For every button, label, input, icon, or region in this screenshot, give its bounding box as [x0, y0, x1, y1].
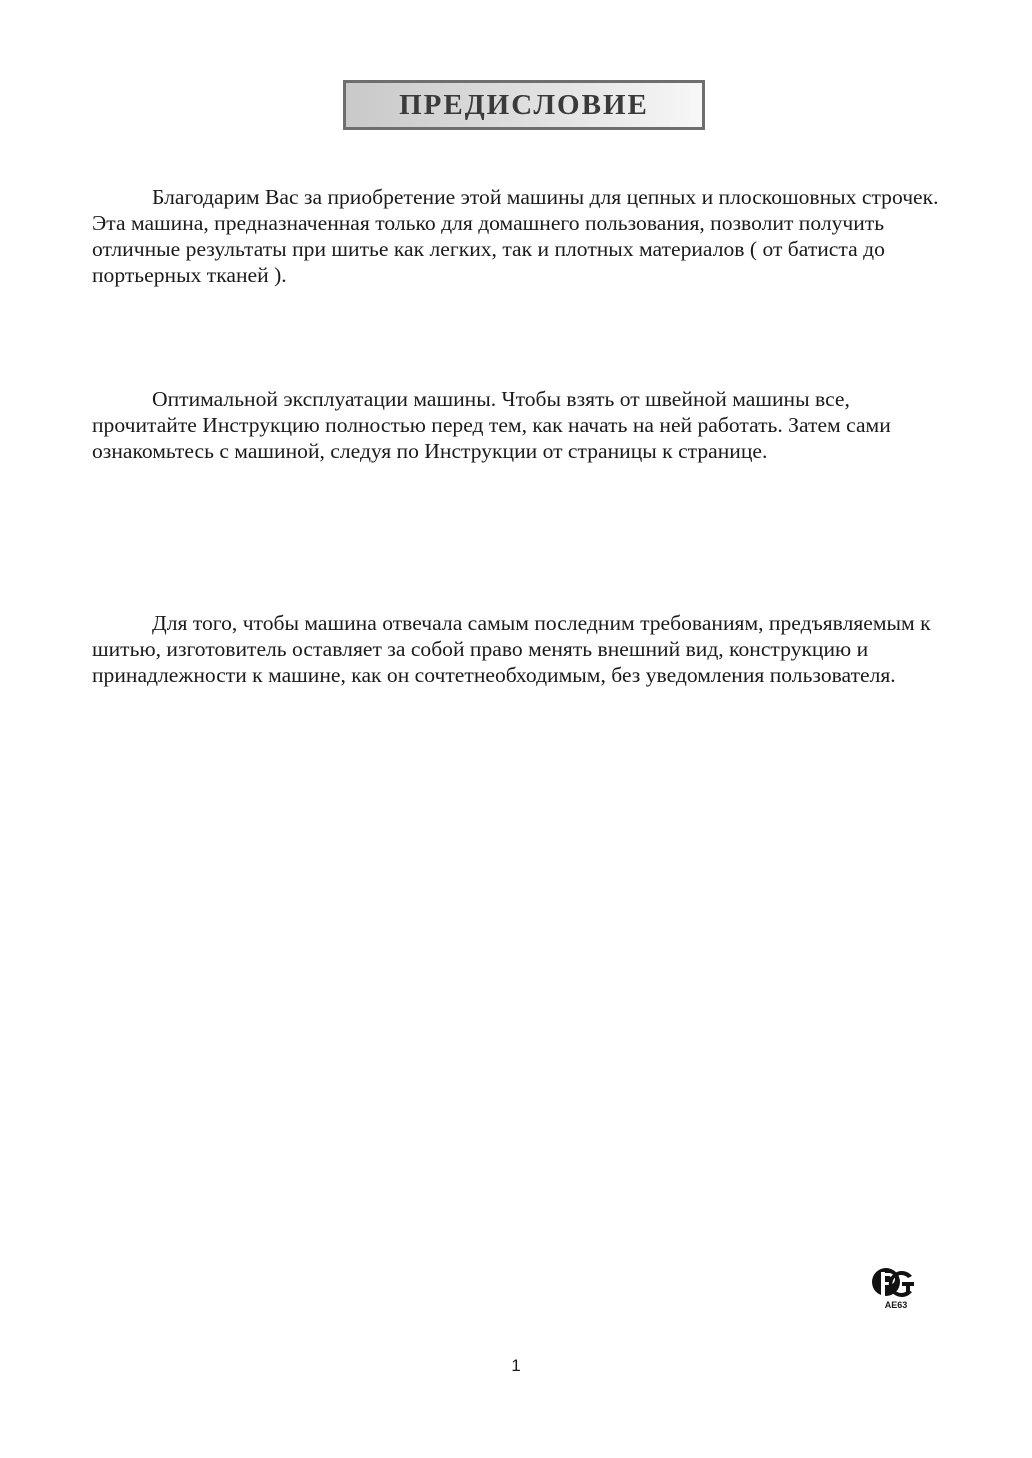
paragraph-usage: Оптимальной эксплуатации машины. Чтобы взять от швейной машины все, прочитайте Инструкцию полностью перед тем, как начать на ней работать. Затем сами ознакомьтесь с машиной, следуя по Инструкции от страницы к странице.: [92, 387, 891, 463]
paragraph-rights: Для того, чтобы машина отвечала самым последним требованиям, предъявляемым к шитью, изготовитель оставляет за собой право менять внешний вид, конструкцию и принадлежности к машине, как он сочтетнеобходимым, без уведомления пользователя.: [92, 611, 931, 687]
page-title: ПРЕДИСЛОВИЕ: [399, 88, 649, 121]
page-number: 1: [511, 1356, 521, 1375]
page-title-box: [343, 80, 705, 130]
paragraph-intro: Благодарим Вас за приобретение этой машины для цепных и плоскошовных строчек. Эта машина, предназначенная только для домашнего пользования, позволит получить отличные результаты при шитье как легких, так и плотных материалов ( от батиста до портьерных тканей ).: [92, 185, 939, 287]
certification-code: AE63: [884, 1300, 908, 1310]
